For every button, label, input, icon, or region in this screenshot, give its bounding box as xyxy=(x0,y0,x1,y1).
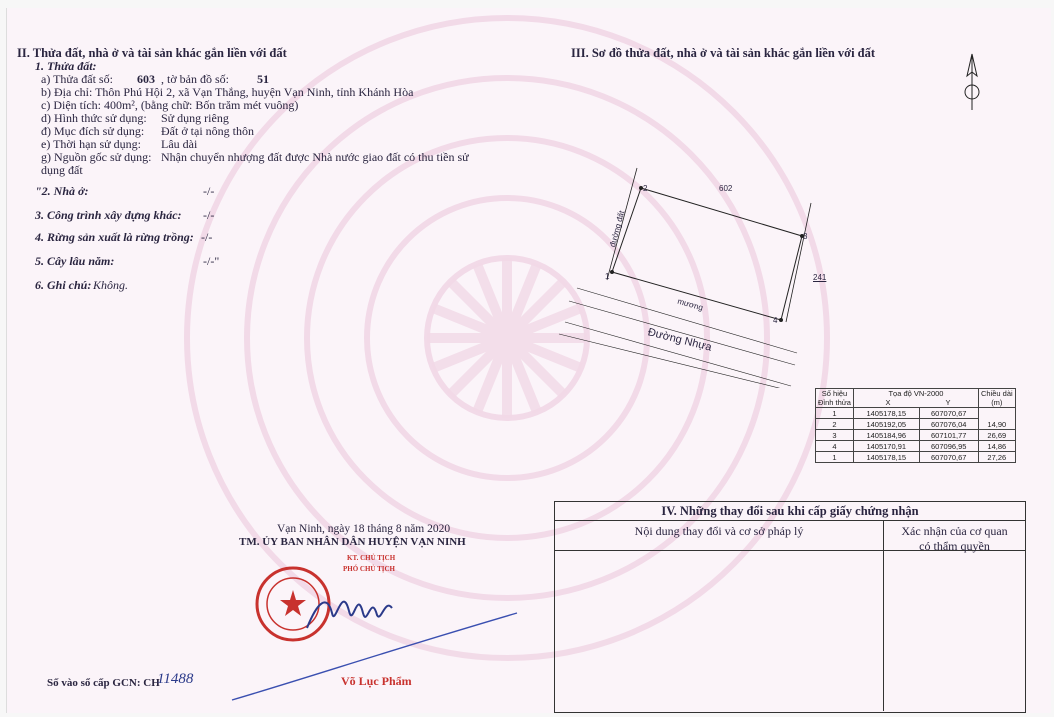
point-3-label: 3 xyxy=(803,232,808,241)
signer-name: Võ Lục Phẩm xyxy=(341,674,412,688)
area: c) Diện tích: 400m², (bằng chữ: Bốn trăm mét vuông) xyxy=(41,98,299,112)
point-4-label: 4 xyxy=(773,316,778,325)
registry-label: Số vào sổ cấp GCN: CH xyxy=(47,677,160,689)
point-1-label: 1 xyxy=(605,272,610,281)
table-row: 1 1405178,15 607070,67 27,26 xyxy=(816,452,1016,463)
table-row: 3 1405184,96 607101,77 26,69 xyxy=(816,430,1016,441)
forest-label: 4. Rừng sản xuất là rừng trồng: xyxy=(35,230,194,244)
point-2-label: 2 xyxy=(643,184,648,193)
table-row: 1 1405178,15 607070,67 14,90 xyxy=(816,408,1016,419)
role-line-1: KT. CHỦ TỊCH xyxy=(347,554,396,562)
origin-value-cont: dụng đất xyxy=(41,163,83,177)
map-sheet-label: , tờ bản đồ số: xyxy=(161,72,230,86)
role-line-2: PHÓ CHỦ TỊCH xyxy=(343,565,395,573)
use-purpose-value: Đất ở tại nông thôn xyxy=(161,124,254,138)
certificate-page xyxy=(6,8,1051,713)
table-row: 2 1405192,05 607076,04 xyxy=(816,419,1016,430)
parcel-heading: 1. Thửa đất: xyxy=(35,59,97,73)
perennial-label: 5. Cây lâu năm: xyxy=(35,254,115,268)
ink-stroke xyxy=(227,608,527,708)
changes-col-content xyxy=(555,521,884,711)
parcel-number-label: a) Thửa đất số: xyxy=(41,72,113,86)
changes-table xyxy=(554,501,1026,713)
changes-col-confirm-header: Xác nhận của cơ quan có thẩm quyền xyxy=(884,521,1025,551)
use-form-label: d) Hình thức sử dụng: xyxy=(41,111,147,125)
construction-label: 3. Công trình xây dựng khác: xyxy=(35,208,182,222)
origin-value: Nhận chuyển nhượng đất được Nhà nước giao đất có thu tiền sử xyxy=(161,150,469,164)
note-value: Không. xyxy=(93,278,129,292)
coordinates-table xyxy=(815,388,1016,463)
changes-title: IV. Những thay đổi sau khi cấp giấy chứng nhận xyxy=(555,502,1025,521)
map-sheet-number: 51 xyxy=(257,72,269,86)
neighbor-241: 241 xyxy=(813,273,827,282)
asphalt-road-label: Đường Nhựa xyxy=(646,326,713,354)
use-term-value: Lâu dài xyxy=(161,137,198,151)
coord-header-length: Chiều dài (m) xyxy=(978,389,1015,408)
forest-value: -/- xyxy=(201,230,213,244)
coord-header-system: Tọa độ VN-2000 X Y xyxy=(853,389,978,408)
use-term-label: e) Thời hạn sử dụng: xyxy=(41,137,141,151)
table-row: 4 1405170,91 607096,95 14,86 xyxy=(816,441,1016,452)
changes-col-confirm xyxy=(884,521,1025,711)
neighbor-602: 602 xyxy=(719,184,733,193)
house-value: -/- xyxy=(203,184,215,198)
parcel-diagram xyxy=(557,158,817,388)
perennial-value: -/-" xyxy=(203,254,220,268)
north-arrow-icon xyxy=(957,52,987,114)
changes-col-content-header: Nội dung thay đổi và cơ sở pháp lý xyxy=(555,521,883,551)
parcel-number: 603 xyxy=(137,72,155,86)
issuing-authority: TM. ỦY BAN NHÂN DÂN HUYỆN VẠN NINH xyxy=(239,536,466,548)
dirt-road-label: đường đất xyxy=(607,209,627,249)
signing-date: Vạn Ninh, ngày 18 tháng 8 năm 2020 xyxy=(277,523,451,535)
note-label: 6. Ghi chú: xyxy=(35,278,92,292)
section-3-title: III. Sơ đồ thửa đất, nhà ở và tài sản khác gắn liền với đất xyxy=(571,46,876,60)
section-2-title: II. Thửa đất, nhà ở và tài sản khác gắn liền với đất xyxy=(17,46,287,60)
use-form-value: Sử dụng riêng xyxy=(161,111,229,125)
coord-header-point: Số hiệu Đỉnh thửa xyxy=(816,389,854,408)
address: b) Địa chỉ: Thôn Phú Hội 2, xã Vạn Thắng, huyện Vạn Ninh, tỉnh Khánh Hòa xyxy=(41,85,414,99)
origin-label: g) Nguồn gốc sử dụng: xyxy=(41,150,152,164)
registry-number: 11488 xyxy=(157,671,194,687)
construction-value: -/- xyxy=(203,208,215,222)
canal-label: mương xyxy=(676,296,705,313)
house-label: "2. Nhà ở: xyxy=(35,184,89,198)
use-purpose-label: đ) Mục đích sử dụng: xyxy=(41,124,145,138)
